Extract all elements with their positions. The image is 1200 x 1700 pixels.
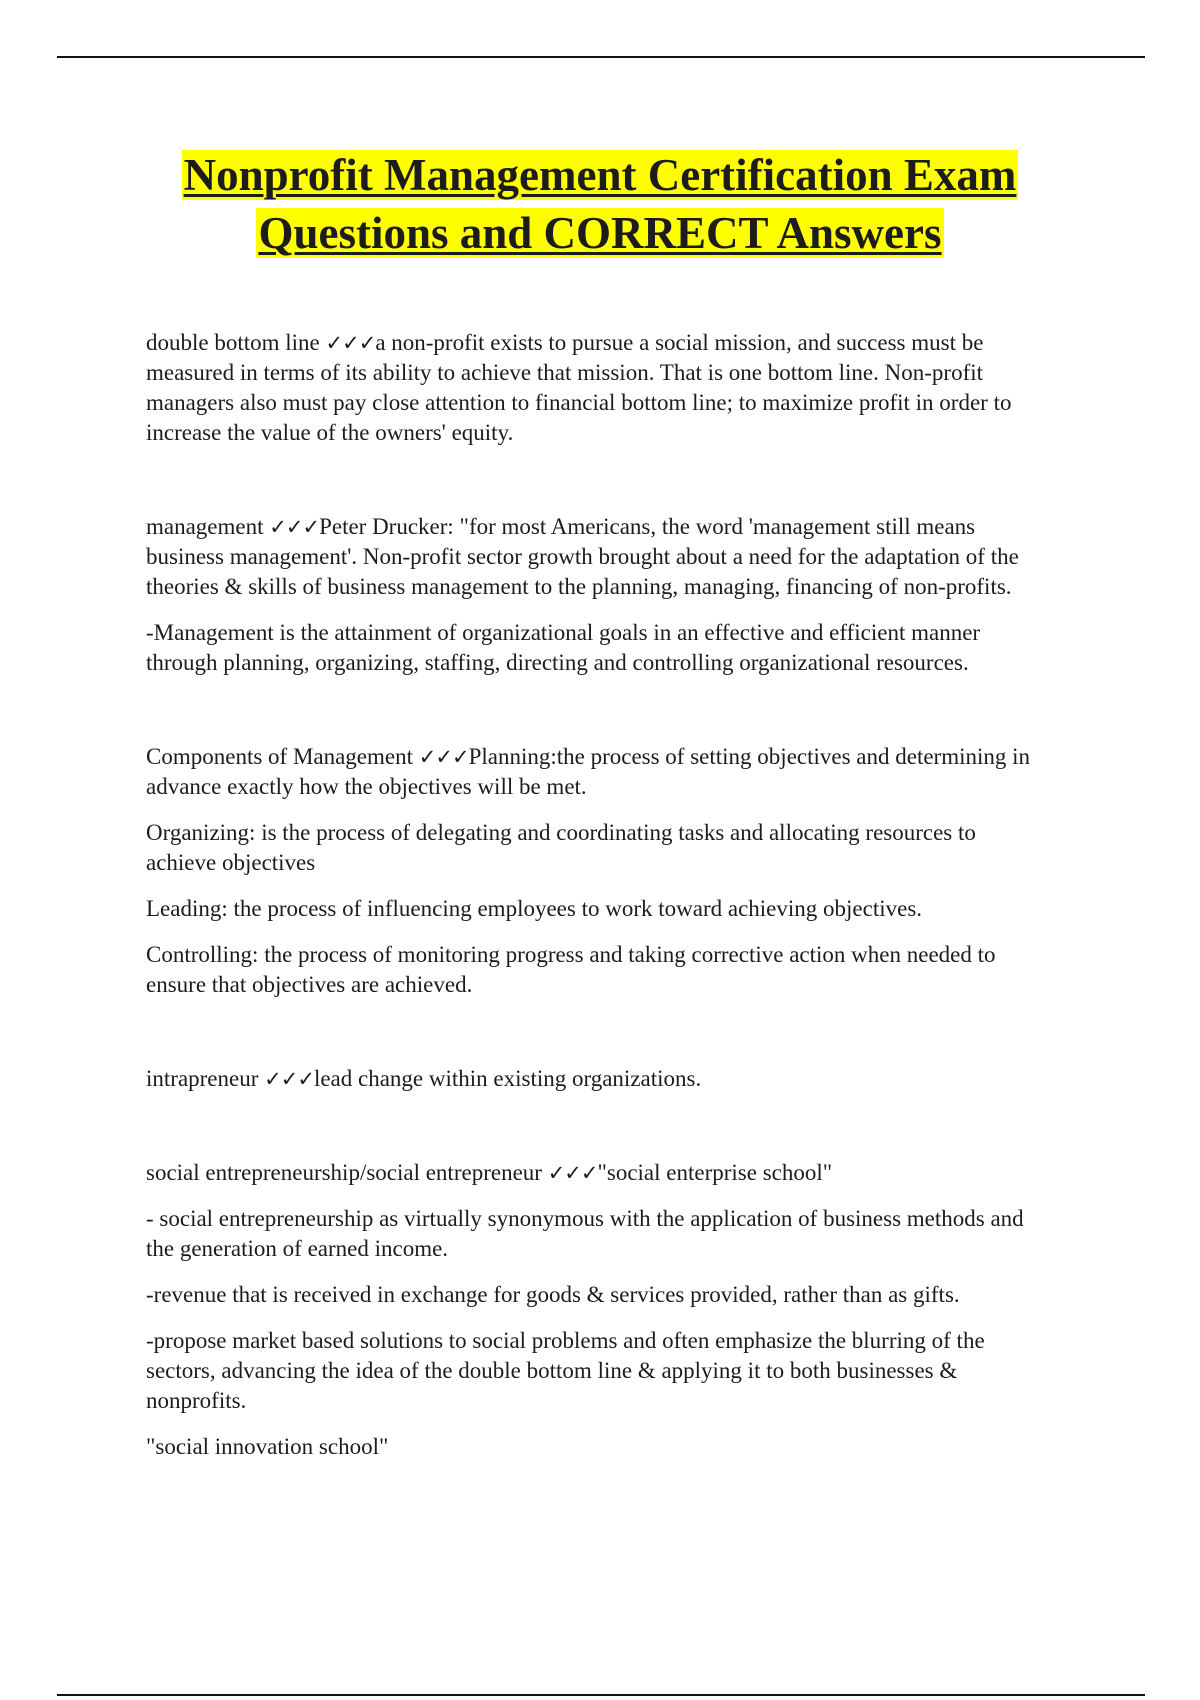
answer: a non-profit exists to pursue a social mission, and success must be measured in terms of its ability to achieve that mission. That is one bottom line. Non-profit managers also must pay close attention to financial bottom line; to maximize profit in order to increase the value of the owners' equity. bbox=[146, 330, 1012, 445]
answer-detail: "social innovation school" bbox=[146, 1434, 389, 1459]
qa-paragraph bbox=[146, 328, 1051, 448]
checkmark-icon: ✓✓✓ bbox=[269, 515, 320, 539]
qa-entry-intrapreneur bbox=[146, 1064, 1051, 1094]
page-title bbox=[100, 146, 1100, 262]
answer: Planning:the process of setting objectives and determining in advance exactly how the objectives will be met. bbox=[146, 744, 1031, 799]
title-line-1: Nonprofit Management Certification Exam bbox=[183, 150, 1017, 200]
term: management bbox=[146, 514, 270, 539]
term: double bottom line bbox=[146, 330, 326, 355]
qa-entry-management bbox=[146, 512, 1051, 678]
answer: "social enterprise school" bbox=[597, 1160, 833, 1185]
bottom-divider bbox=[57, 1694, 1145, 1696]
title-line-2: Questions and CORRECT Answers bbox=[258, 208, 942, 258]
qa-entry-double-bottom-line bbox=[146, 328, 1051, 448]
qa-paragraph bbox=[146, 1064, 1051, 1094]
term: intrapreneur bbox=[146, 1066, 265, 1091]
qa-paragraph bbox=[146, 512, 1051, 602]
answer-detail: -propose market based solutions to social problems and often emphasize the blurring of the sectors, advancing the idea of the double bottom line & applying it to both businesses & nonprofits. bbox=[146, 1328, 985, 1413]
answer-detail: - social entrepreneurship as virtually synonymous with the application of business methods and the generation of earned income. bbox=[146, 1206, 1024, 1261]
answer: lead change within existing organizations. bbox=[313, 1066, 702, 1091]
top-divider bbox=[57, 56, 1145, 58]
answer-detail: -Management is the attainment of organizational goals in an effective and efficient manner through planning, organizing, staffing, directing and controlling organizational resources. bbox=[146, 620, 981, 675]
qa-paragraph bbox=[146, 1158, 1051, 1188]
checkmark-icon: ✓✓✓ bbox=[547, 1161, 598, 1185]
answer-detail: Leading: the process of influencing employees to work toward achieving objectives. bbox=[146, 896, 923, 921]
checkmark-icon: ✓✓✓ bbox=[264, 1067, 314, 1091]
qa-entry-social-entrepreneurship bbox=[146, 1158, 1051, 1462]
answer-detail: Controlling: the process of monitoring progress and taking corrective action when needed to ensure that objectives are achieved. bbox=[146, 942, 996, 997]
term: social entrepreneurship/social entrepreneur bbox=[146, 1160, 548, 1185]
qa-list bbox=[146, 328, 1051, 1526]
qa-entry-components-of-management bbox=[146, 742, 1051, 1000]
checkmark-icon: ✓✓✓ bbox=[325, 331, 376, 355]
checkmark-icon: ✓✓✓ bbox=[418, 745, 469, 769]
answer-detail: Organizing: is the process of delegating and coordinating tasks and allocating resources to achieve objectives bbox=[146, 820, 976, 875]
answer-detail: -revenue that is received in exchange for goods & services provided, rather than as gifts. bbox=[146, 1282, 960, 1307]
term: Components of Management bbox=[146, 744, 419, 769]
answer: Peter Drucker: "for most Americans, the word 'management still means business management'. Non-profit sector growth brought about a need for the adaptation of the theories & skills of business management to the planning, managing, financing of non-profits. bbox=[146, 514, 1019, 599]
qa-paragraph bbox=[146, 742, 1051, 802]
